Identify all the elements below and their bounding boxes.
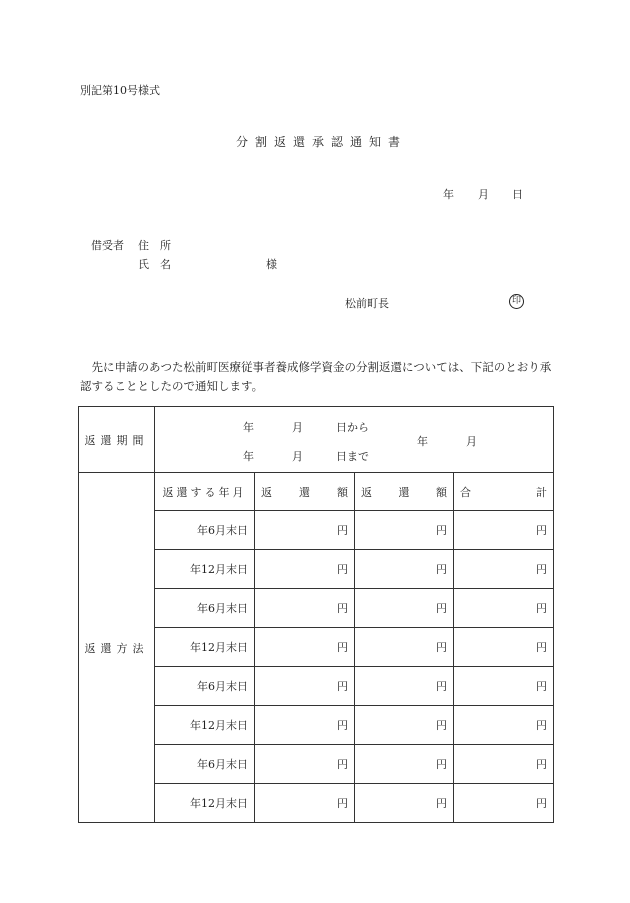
table-row: 年6月末日 円 円 円 bbox=[79, 667, 554, 706]
method-label: 返還方法 bbox=[79, 473, 155, 823]
borrower-label: 借受者 bbox=[91, 239, 124, 252]
duration-month: 月 bbox=[466, 435, 477, 448]
period-cell bbox=[155, 407, 554, 473]
address-label: 住 所 bbox=[138, 239, 171, 252]
form-number: 別記第10号様式 bbox=[80, 84, 160, 97]
date-day: 日 bbox=[512, 188, 523, 201]
duration-year: 年 bbox=[417, 435, 428, 448]
period-label: 返還期間 bbox=[79, 407, 155, 473]
table-row: 年6月末日 円 円 円 bbox=[79, 745, 554, 784]
from-suffix: 日から bbox=[336, 421, 369, 434]
table-row: 年12月末日 円 円 円 bbox=[79, 784, 554, 823]
seal-icon: 印 bbox=[509, 293, 524, 309]
table-row: 年6月末日 円 円 円 bbox=[79, 511, 554, 550]
header-amount-1: 返 還 額 bbox=[255, 473, 355, 511]
issuer-title: 松前町長 bbox=[345, 297, 389, 310]
header-amount-2: 返 還 額 bbox=[355, 473, 454, 511]
repayment-table bbox=[78, 406, 554, 823]
document-title: 分割返還承認通知書 bbox=[236, 135, 408, 149]
date-year: 年 bbox=[443, 188, 454, 201]
body-paragraph: 先に申請のあつた松前町医療従事者養成修学資金の分割返還については、下記のとおり承認することとしたので通知します。 bbox=[80, 360, 552, 393]
honorific: 様 bbox=[266, 258, 277, 271]
table-row: 年6月末日 円 円 円 bbox=[79, 589, 554, 628]
date-month: 月 bbox=[478, 188, 489, 201]
from-year: 年 bbox=[243, 421, 254, 434]
table-row: 年12月末日 円 円 円 bbox=[79, 550, 554, 589]
header-month: 返還する年月 bbox=[155, 473, 255, 511]
name-label: 氏 名 bbox=[138, 258, 171, 271]
from-month: 月 bbox=[292, 421, 303, 434]
table-row: 年12月末日 円 円 円 bbox=[79, 706, 554, 745]
to-suffix: 日まで bbox=[336, 450, 369, 463]
header-total: 合 計 bbox=[454, 473, 554, 511]
to-year: 年 bbox=[243, 450, 254, 463]
table-row: 年12月末日 円 円 円 bbox=[79, 628, 554, 667]
to-month: 月 bbox=[292, 450, 303, 463]
